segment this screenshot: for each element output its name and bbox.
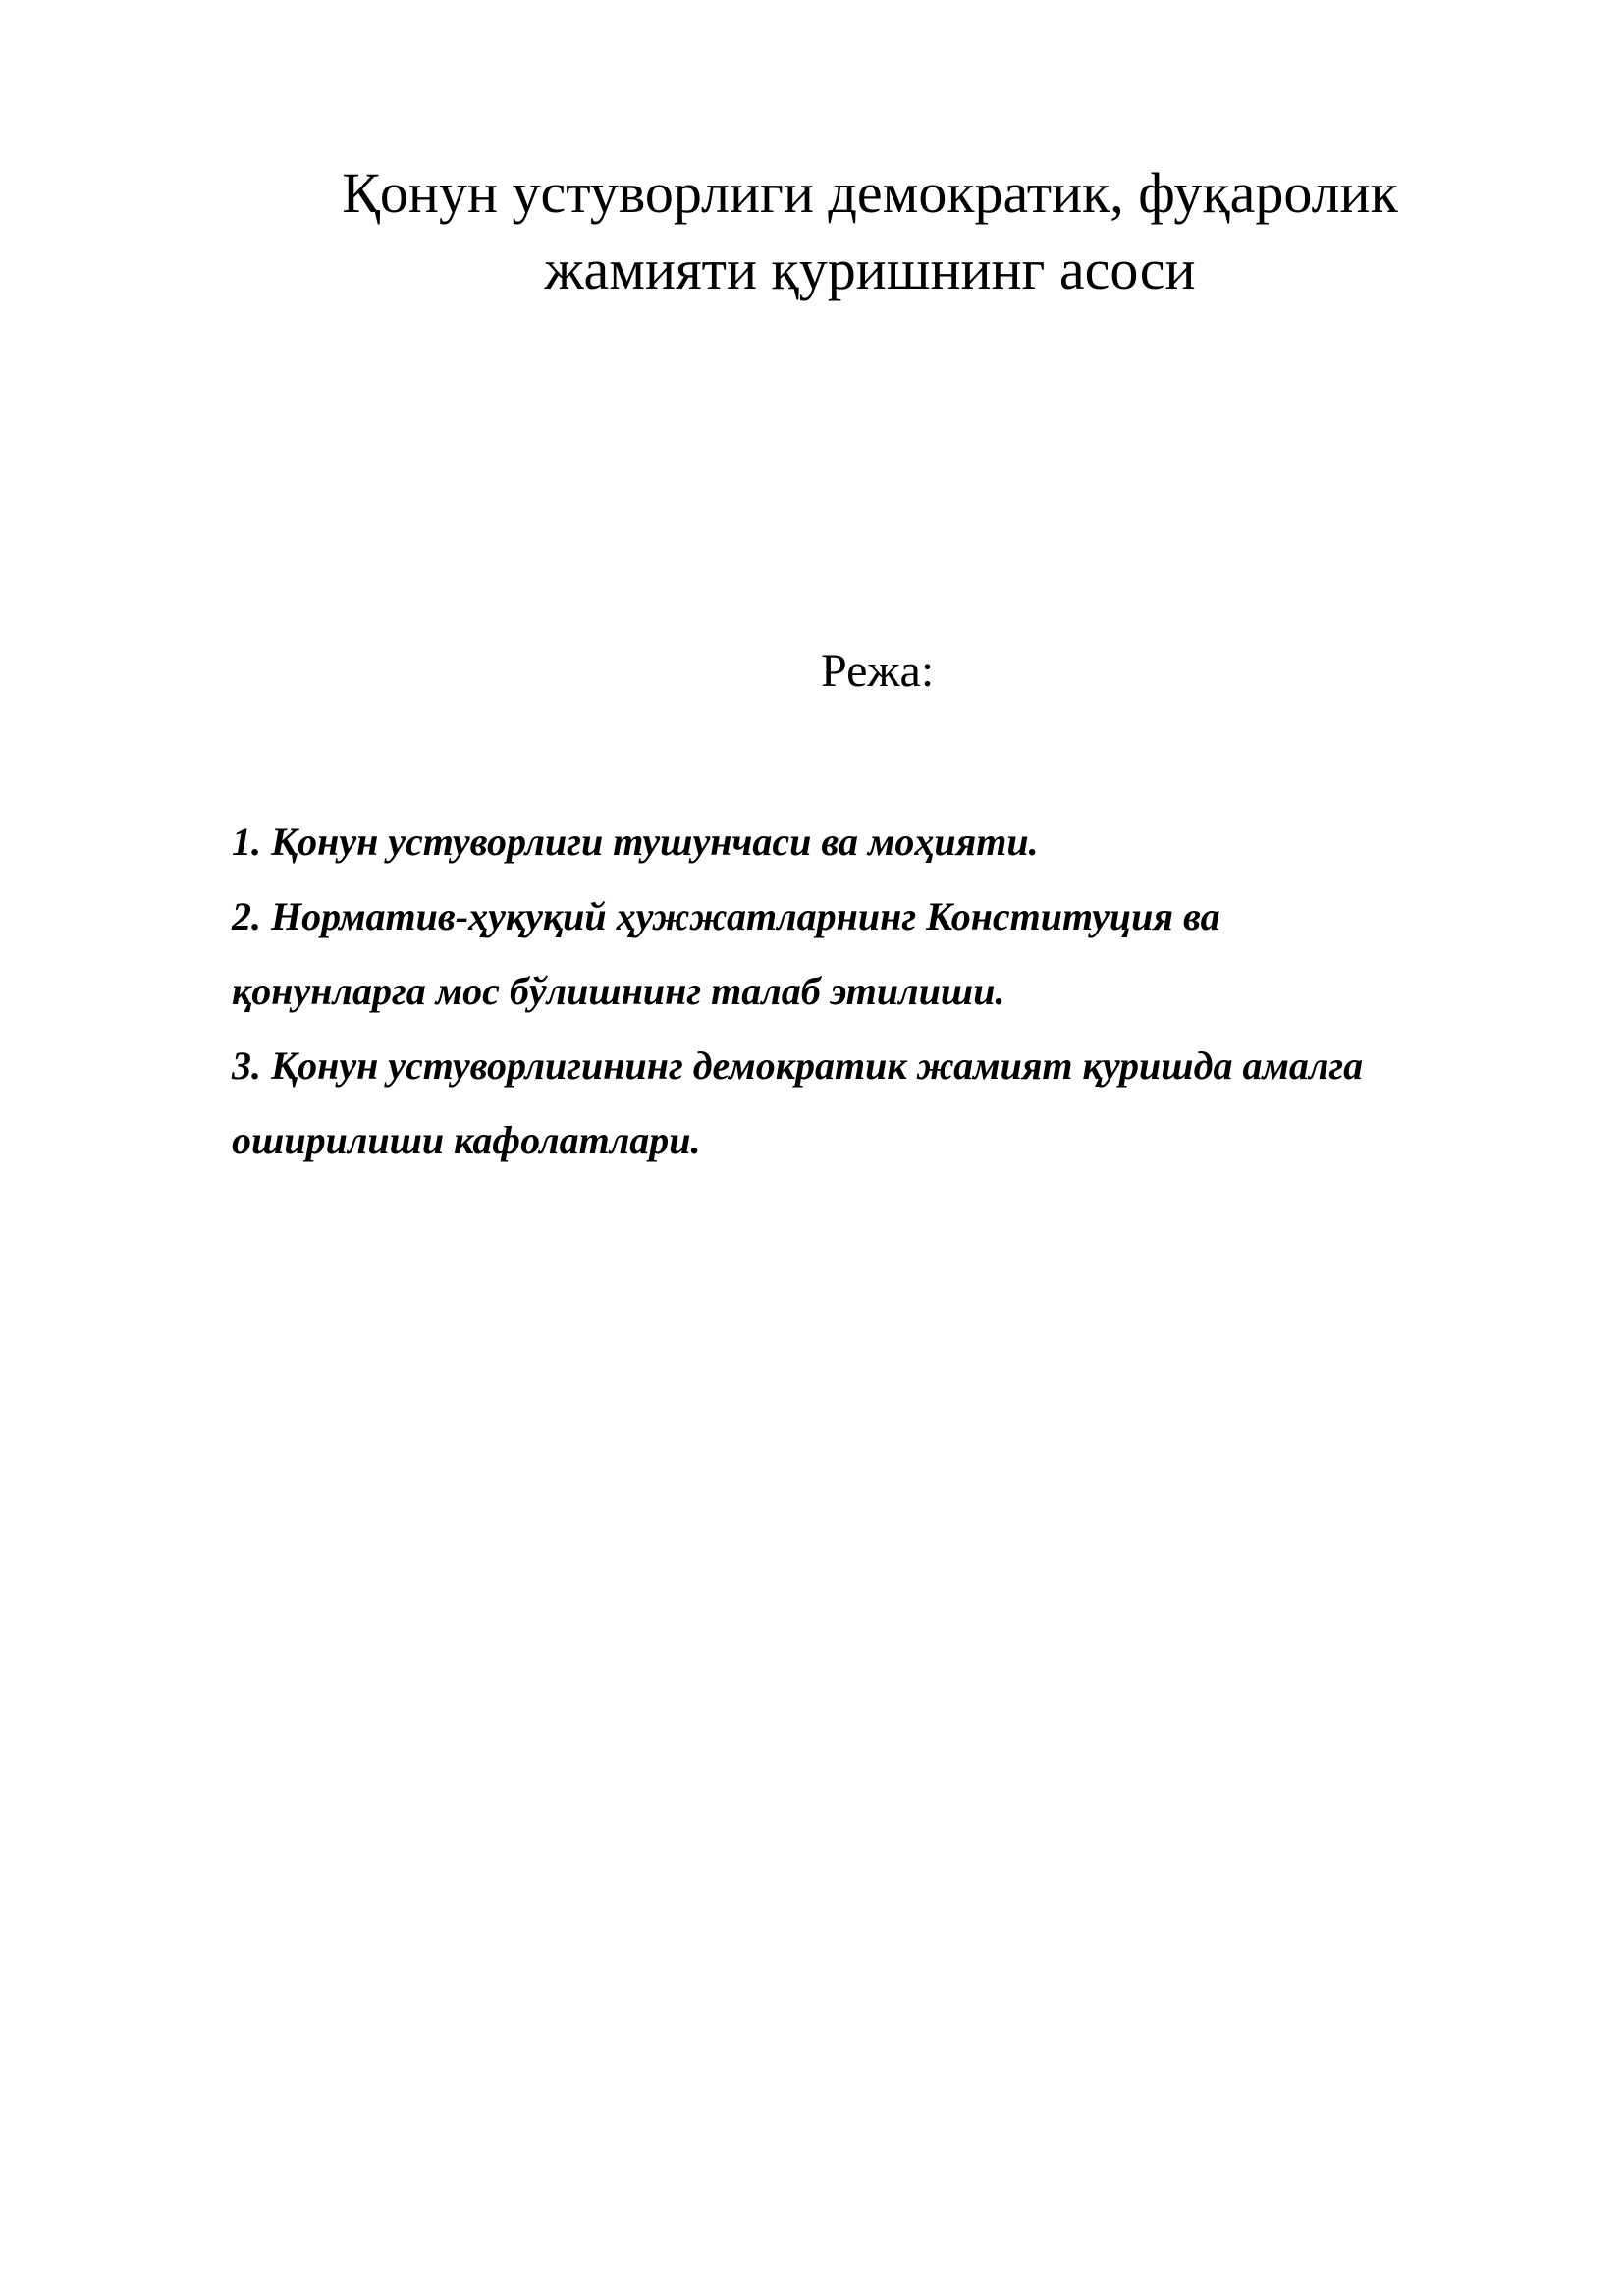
plan-list: [232, 805, 1508, 1178]
plan-item-1: [232, 805, 1508, 880]
plan-heading: Режа:: [821, 645, 935, 697]
plan-item-1-text: 1. Қонун устуворлиги тушунчаси ва моҳияти.: [232, 820, 1039, 864]
plan-item-2: [232, 880, 1508, 1029]
plan-item-2-line-2: қонунларга мос бўлишнинг талаб этилиши.: [232, 969, 1005, 1013]
document-title: [232, 155, 1508, 308]
title-line-1: Қонун устуворлиги демократик, фуқаролик: [342, 161, 1398, 225]
title-line-2: жамияти қуришнинг асоси: [544, 238, 1196, 301]
plan-item-3: [232, 1029, 1508, 1178]
plan-item-2-line-1: 2. Норматив-ҳуқуқий ҳужжатларнинг Конституция ва: [232, 894, 1220, 938]
plan-item-3-line-1: 3. Қонун устуворлигининг демократик жамият қуришда амалга: [232, 1043, 1364, 1088]
plan-item-3-line-2: оширилиши кафолатлари.: [232, 1118, 701, 1162]
